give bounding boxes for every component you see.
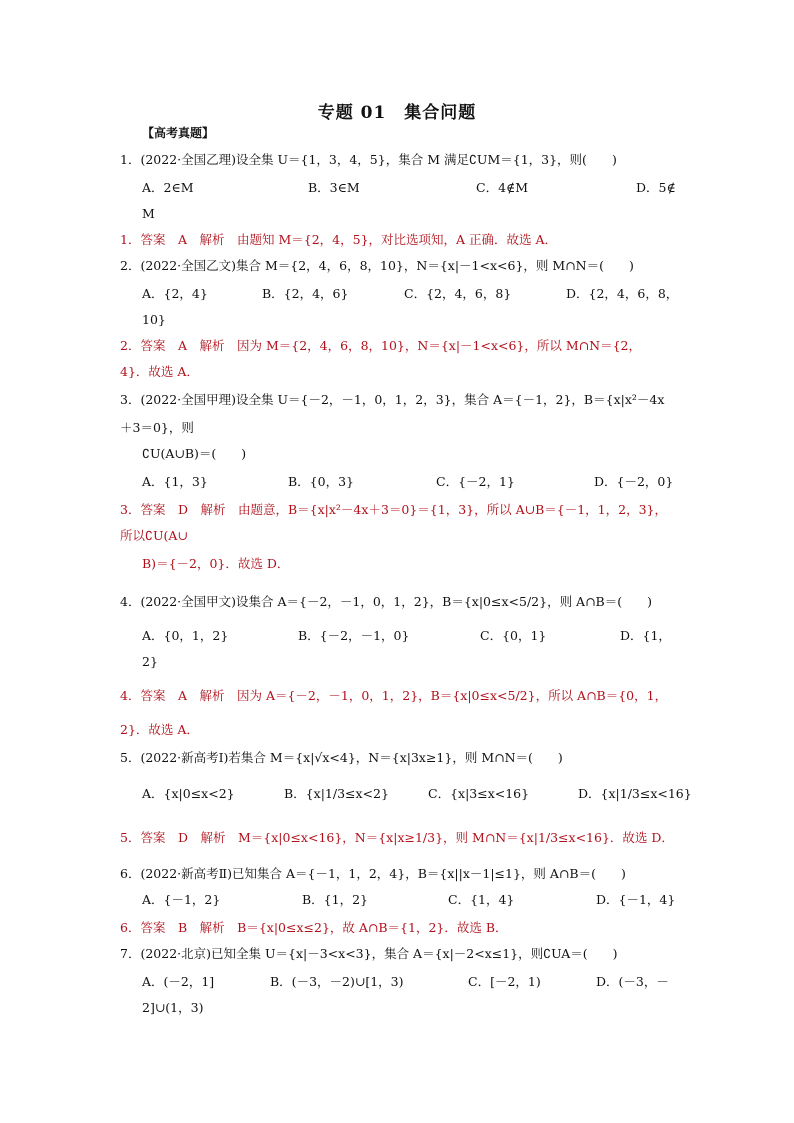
question-3-stem-2: ＋3＝0}，则 <box>120 420 194 435</box>
question-3-stem: 3．(2022·全国甲理)设全集 U＝{－2，－1，0，1，2，3}，集合 A＝{－1，2}，B＝{x|x²－4x <box>120 392 665 407</box>
question-5-option-b: B．{x|1/3≤x<2} <box>284 786 389 801</box>
question-1-option-b: B．3∈M <box>308 180 360 195</box>
question-7-option-b: B．(－3，－2)∪[1，3) <box>270 974 404 989</box>
question-5-option-a: A．{x|0≤x<2} <box>142 786 235 801</box>
question-1-option-c: C．4∉M <box>476 180 529 195</box>
question-4-stem: 4．(2022·全国甲文)设集合 A＝{－2，－1，0，1，2}，B＝{x|0≤x<5/2}，则 A∩B＝( ) <box>120 594 652 609</box>
question-7-option-d-wrap: 2]∪(1，3) <box>142 1000 204 1015</box>
answer-5: 5．答案 D 解析 M＝{x|0≤x<16}，N＝{x|x≥1/3}，则 M∩N＝{x|1/3≤x<16}．故选 D． <box>120 830 674 845</box>
question-6-stem: 6．(2022·新高考Ⅱ)已知集合 A＝{－1，1，2，4}，B＝{x||x－1|≤1}，则 A∩B＝( ) <box>120 866 626 881</box>
question-7-option-a: A．(－2，1] <box>142 974 215 989</box>
question-7-stem: 7．(2022·北京)已知全集 U＝{x|－3<x<3}，集合 A＝{x|－2<x≤1}，则∁UA＝( ) <box>120 946 618 961</box>
question-2-option-b: B．{2，4，6} <box>262 286 349 301</box>
question-5-option-d: D．{x|1/3≤x<16} <box>578 786 692 801</box>
question-6-option-d: D．{－1，4} <box>596 892 676 907</box>
question-5-stem: 5．(2022·新高考Ⅰ)若集合 M＝{x|√x<4}，N＝{x|3x≥1}，则 M∩N＝( ) <box>120 750 563 765</box>
question-4-option-a: A．{0，1，2} <box>142 628 229 643</box>
question-7-option-c: C．[－2，1) <box>468 974 541 989</box>
answer-3-line-1: 3．答案 D 解析 由题意，B＝{x|x²－4x＋3＝0}＝{1，3}，所以 A∪B＝{－1，1，2，3}， <box>120 502 667 517</box>
question-2-option-d: D．{2，4，6，8， <box>566 286 679 301</box>
question-2-option-a: A．{2，4} <box>142 286 208 301</box>
answer-6: 6．答案 B 解析 B＝{x|0≤x≤2}，故 A∩B＝{1，2}．故选 B． <box>120 920 508 935</box>
question-1-option-a: A．2∈M <box>142 180 194 195</box>
question-1-stem: 1．(2022·全国乙理)设全集 U＝{1，3，4，5}，集合 M 满足∁UM＝{1，3}，则( ) <box>120 152 617 167</box>
question-1-option-d: D．5∉ <box>636 180 676 195</box>
question-2-option-d-wrap: 10} <box>142 312 166 327</box>
question-3-option-b: B．{0，3} <box>288 474 354 489</box>
question-4-option-c: C．{0，1} <box>480 628 547 643</box>
answer-1: 1．答案 A 解析 由题知 M＝{2，4，5}，对比选项知，A 正确．故选 A． <box>120 232 558 247</box>
page-title: 专题 01 集合问题 <box>317 103 477 123</box>
section-label: 【高考真题】 <box>142 126 215 140</box>
answer-2-line-2: 4}．故选 A． <box>120 364 199 379</box>
question-5-option-c: C．{x|3≤x<16} <box>428 786 530 801</box>
question-3-option-d: D．{－2，0} <box>594 474 674 489</box>
answer-3-line-3: B)＝{－2，0}．故选 D． <box>142 556 290 571</box>
answer-3-line-2: 所以∁U(A∪ <box>120 528 188 543</box>
question-4-option-b: B．{－2，－1，0} <box>298 628 410 643</box>
question-1-option-d-wrap: M <box>142 206 155 221</box>
question-3-option-c: C．{－2，1} <box>436 474 515 489</box>
question-4-option-d: D．{1， <box>620 628 671 643</box>
question-6-option-a: A．{－1，2} <box>142 892 221 907</box>
question-7-option-d: D．(－3，－ <box>596 974 669 989</box>
answer-4-line-1: 4．答案 A 解析 因为 A＝{－2，－1，0，1，2}，B＝{x|0≤x<5/2}，所以 A∩B＝{0，1， <box>120 688 668 703</box>
question-2-option-c: C．{2，4，6，8} <box>404 286 512 301</box>
question-6-option-b: B．{1，2} <box>302 892 368 907</box>
question-2-stem: 2．(2022·全国乙文)集合 M＝{2，4，6，8，10}，N＝{x|－1<x<6}，则 M∩N＝( ) <box>120 258 634 273</box>
question-3-stem-3: ∁U(A∪B)＝( ) <box>142 446 247 461</box>
question-3-option-a: A．{1，3} <box>142 474 208 489</box>
answer-4-line-2: 2}．故选 A． <box>120 722 199 737</box>
question-6-option-c: C．{1，4} <box>448 892 515 907</box>
answer-2-line-1: 2．答案 A 解析 因为 M＝{2，4，6，8，10}，N＝{x|－1<x<6}，所以 M∩N＝{2， <box>120 338 641 353</box>
question-4-option-d-wrap: 2} <box>142 654 158 669</box>
